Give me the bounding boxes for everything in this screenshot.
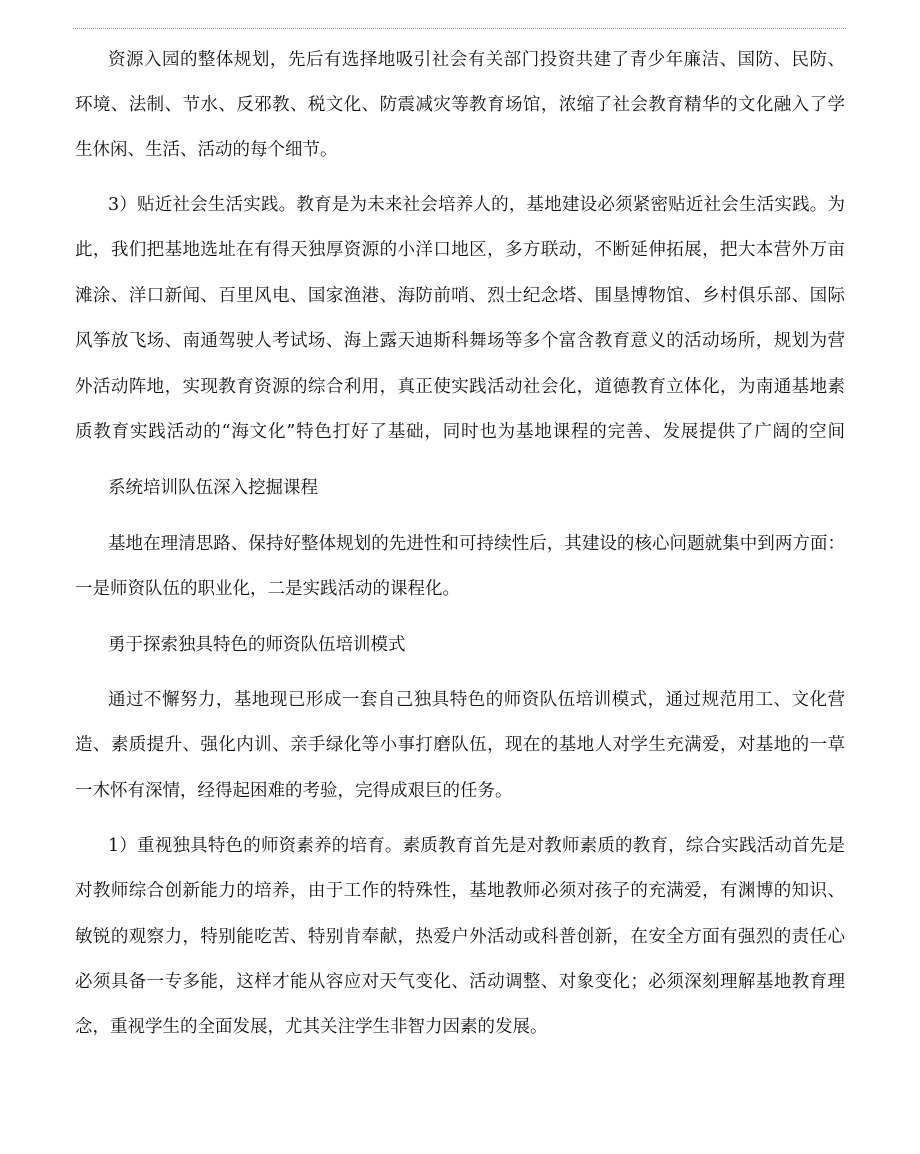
text-line: 基地在理清思路、保持好整体规划的先进性和可持续性后，其建设的核心问题就集中到两方面： — [108, 534, 845, 554]
text-line: 质教育实践活动的“海文化”特色打好了基础，同时也为基地课程的完善、发展提供了广阔的空间 — [75, 422, 845, 442]
text-line: 造、素质提升、强化内训、亲手绿化等小事打磨队伍，现在的基地人对学生充满爱，对基地的一草 — [75, 735, 845, 755]
text-line: 念，重视学生的全面发展，尤其关注学生非智力因素的发展。 — [75, 1017, 548, 1037]
text-line: 3）贴近社会生活实践。教育是为未来社会培养人的，基地建设必须紧密贴近社会生活实践。为 — [108, 195, 845, 215]
text-line: 对教师综合创新能力的培养，由于工作的特殊性，基地教师必须对孩子的充满爱，有渊博的知识、 — [75, 881, 845, 901]
text-line: 必须具备一专多能，这样才能从容应对天气变化、活动调整、对象变化；必须深刻理解基地教育理 — [75, 972, 845, 992]
header-divider — [73, 28, 846, 29]
text-line: 生休闲、生活、活动的每个细节。 — [75, 140, 338, 160]
text-line: 通过不懈努力，基地现已形成一套自己独具特色的师资队伍培训模式，通过规范用工、文化营 — [108, 690, 845, 710]
text-line: 1）重视独具特色的师资素养的培育。素质教育首先是对教师素质的教育，综合实践活动首先是 — [108, 836, 845, 856]
heading-text: 系统培训队伍深入挖掘课程 — [108, 478, 318, 498]
text-line: 外活动阵地，实现教育资源的综合利用，真正使实践活动社会化，道德教育立体化，为南通基地素 — [75, 377, 845, 397]
text-line: 资源入园的整体规划，先后有选择地吸引社会有关部门投资共建了青少年廉洁、国防、民防、 — [108, 50, 845, 70]
text-line: 此，我们把基地选址在有得天独厚资源的小洋口地区，多方联动，不断延伸拓展，把大本营外万亩 — [75, 240, 845, 260]
text-line: 滩涂、洋口新闻、百里风电、国家渔港、海防前哨、烈士纪念塔、围垦博物馆、乡村俱乐部、国际 — [75, 286, 845, 306]
heading-text: 勇于探索独具特色的师资队伍培训模式 — [108, 635, 406, 655]
text-line: 风筝放飞场、南通驾驶人考试场、海上露天迪斯科舞场等多个富含教育意义的活动场所，规划为营 — [75, 331, 845, 351]
text-line: 一是师资队伍的职业化，二是实践活动的课程化。 — [75, 579, 460, 599]
text-line: 一木怀有深情，经得起困难的考验，完得成艰巨的任务。 — [75, 781, 513, 801]
text-line: 环境、法制、节水、反邪教、税文化、防震减灾等教育场馆，浓缩了社会教育精华的文化融入了学 — [75, 95, 845, 115]
text-line: 敏锐的观察力，特别能吃苦、特别肯奉献，热爱户外活动或科普创新，在安全方面有强烈的责任心 — [75, 927, 845, 947]
